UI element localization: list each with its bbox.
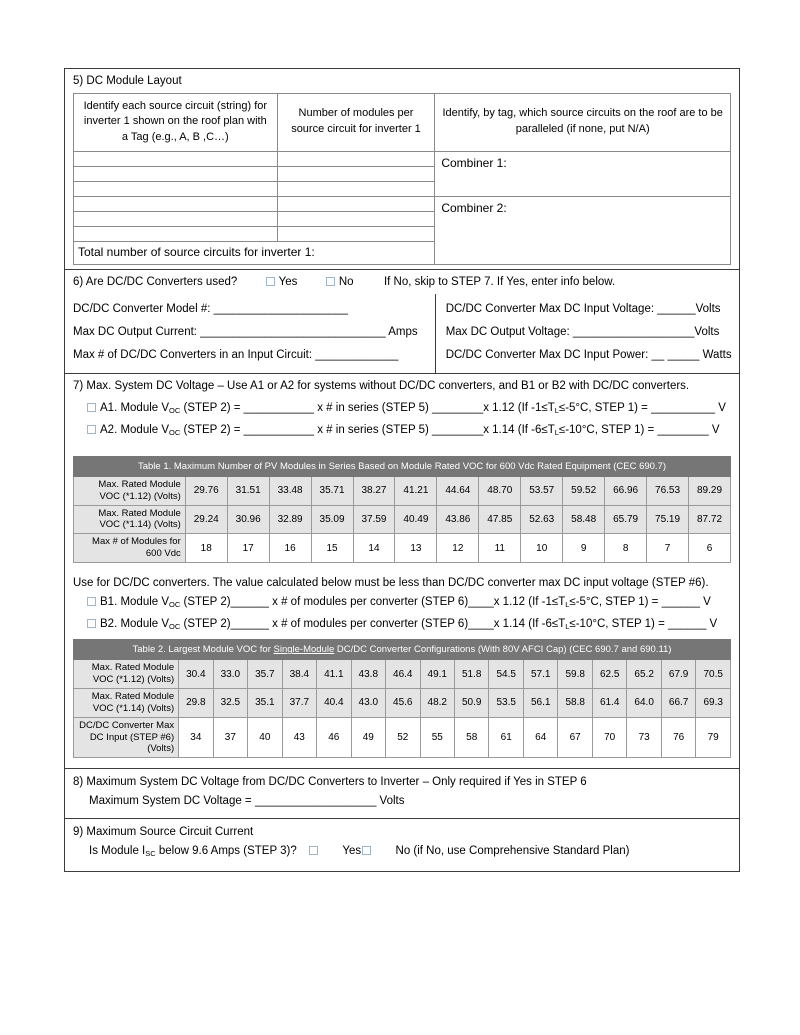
table-cell: 76.53 [647, 476, 689, 505]
total-source-circuits-label[interactable]: Total number of source circuits for inverter 1: [74, 242, 435, 265]
section-6-title: 6) Are DC/DC Converters used? [73, 275, 238, 288]
table-2-caption-underlined: Single-Module [273, 644, 335, 656]
table-cell: 29.24 [185, 505, 227, 534]
table-cell: 45.6 [386, 688, 420, 717]
table-cell: 59.52 [563, 476, 605, 505]
entry-cell-modules-4[interactable] [277, 197, 435, 212]
table-cell: 61.4 [592, 688, 626, 717]
table-cell: 40.4 [317, 688, 351, 717]
checkbox-dcdc-yes[interactable] [266, 277, 275, 286]
table-cell: 17 [227, 534, 269, 563]
table-cell: 70.5 [696, 660, 731, 689]
section-9-sub: SC [145, 848, 156, 858]
checkbox-option-b2[interactable] [87, 619, 96, 628]
section-5-title: 5) DC Module Layout [73, 75, 182, 87]
table-cell: 58.8 [558, 688, 592, 717]
table-cell: 56.1 [523, 688, 557, 717]
section-7-title-rest: – Use A1 or A2 for systems without DC/DC converters, and B1 or B2 with DC/DC converters. [214, 380, 690, 393]
table-header-row [74, 93, 731, 152]
entry-cell-tag-1[interactable] [74, 152, 278, 167]
table-1-row-voc112 [74, 476, 731, 505]
combiner-1-cell[interactable]: Combiner 1: [435, 152, 731, 197]
section-7-max-system-dc-voltage [65, 374, 739, 769]
table-row [74, 197, 731, 212]
section-8-title: 8) Maximum System DC Voltage from DC/DC Converters to Inverter – Only required if Yes in STEP 6 [73, 776, 587, 789]
table-cell: 6 [689, 534, 731, 563]
table-cell: 9 [563, 534, 605, 563]
section-9-question: below 9.6 Amps (STEP 3)? [155, 844, 297, 857]
table-1-row-label: Max. Rated Module VOC (*1.12) (Volts) [74, 476, 186, 505]
table-cell: 61 [489, 717, 523, 758]
table-2-row-label: Max. Rated Module VOC (*1.12) (Volts) [74, 660, 179, 689]
table-cell: 13 [395, 534, 437, 563]
entry-cell-tag-2[interactable] [74, 167, 278, 182]
option-b2-prefix: B2. Module V [100, 618, 170, 631]
table-cell: 53.57 [521, 476, 563, 505]
table-2-wrapper [65, 639, 739, 758]
checkbox-dcdc-no[interactable] [326, 277, 335, 286]
field-max-dc-output-current[interactable]: Max DC Output Current: _____________________________ Amps [73, 326, 418, 339]
entry-cell-modules-2[interactable] [277, 167, 435, 182]
table-2-row-voc112 [74, 660, 731, 689]
option-a2-prefix: A2. Module V [100, 424, 170, 437]
entry-cell-modules-3[interactable] [277, 182, 435, 197]
table-cell: 35.7 [248, 660, 282, 689]
table-cell: 35.09 [311, 505, 353, 534]
table-cell: 55 [420, 717, 454, 758]
table-cell: 30.96 [227, 505, 269, 534]
table-cell: 69.3 [696, 688, 731, 717]
option-a1-row [65, 397, 739, 419]
option-a2-sub: OC [169, 428, 181, 438]
table-cell: 44.64 [437, 476, 479, 505]
table-2-caption-row [74, 640, 731, 660]
table-cell: 66.7 [661, 688, 695, 717]
option-a1-sub: OC [169, 405, 181, 415]
table-cell: 33.0 [213, 660, 247, 689]
table-cell: 89.29 [689, 476, 731, 505]
table-cell: 59.8 [558, 660, 592, 689]
section-9-title: 9) Maximum Source Circuit Current [73, 826, 254, 839]
entry-cell-tag-4[interactable] [74, 197, 278, 212]
table-cell: 43.0 [351, 688, 385, 717]
table-cell: 73 [627, 717, 661, 758]
label-isc-yes: Yes [342, 844, 362, 857]
table-cell: 54.5 [489, 660, 523, 689]
field-max-dc-input-voltage[interactable]: DC/DC Converter Max DC Input Voltage: ______Volts [445, 303, 721, 316]
table-cell: 7 [647, 534, 689, 563]
table-cell: 87.72 [689, 505, 731, 534]
table-1-row-max-modules [74, 534, 731, 563]
table-cell: 46 [317, 717, 351, 758]
col-header-modules-per-circuit: Number of modules per source circuit for inverter 1 [277, 93, 435, 152]
table-1-max-modules-series [73, 456, 731, 563]
table-row [74, 152, 731, 167]
checkbox-isc-yes[interactable] [309, 846, 318, 855]
option-a1-tail[interactable]: ≤-5°C, STEP 1) = __________ V [558, 401, 726, 414]
checkbox-option-a2[interactable] [87, 425, 96, 434]
table-cell: 34 [179, 717, 213, 758]
section-5-dc-module-layout [65, 69, 739, 270]
form-document [64, 68, 740, 872]
table-cell: 37.59 [353, 505, 395, 534]
table-2-caption-a: Table 2. Largest Module VOC for [132, 644, 274, 656]
table-cell: 10 [521, 534, 563, 563]
table-cell: 15 [311, 534, 353, 563]
table-2-row-label: Max. Rated Module VOC (*1.14) (Volts) [74, 688, 179, 717]
table-cell: 14 [353, 534, 395, 563]
option-b1-sub2: L [565, 600, 570, 610]
table-1-caption: Table 1. Maximum Number of PV Modules in Series Based on Module Rated VOC for 600 Vdc Rated Equipment (CEC 690.7) [74, 456, 731, 476]
entry-cell-modules-5[interactable] [277, 212, 435, 227]
table-2-caption [74, 640, 731, 660]
table-cell: 53.5 [489, 688, 523, 717]
entry-cell-tag-6[interactable] [74, 227, 278, 242]
table-cell: 67.9 [661, 660, 695, 689]
label-isc-no: No (if No, use Comprehensive Standard Plan) [395, 844, 630, 857]
table-cell: 75.19 [647, 505, 689, 534]
entry-cell-tag-3[interactable] [74, 182, 278, 197]
section-9-prefix: Is Module I [89, 844, 146, 857]
table-cell: 65.2 [627, 660, 661, 689]
option-a2-sub2: L [554, 428, 559, 438]
table-cell: 62.5 [592, 660, 626, 689]
col-header-paralleled: Identify, by tag, which source circuits on the roof are to be paralleled (if none, put N/A) [435, 93, 731, 152]
table-1-wrapper [65, 456, 739, 563]
table-cell: 32.5 [213, 688, 247, 717]
section-9-question-row [65, 841, 739, 871]
table-cell: 51.8 [455, 660, 489, 689]
section-8-field[interactable]: Maximum System DC Voltage = ___________________ Volts [89, 794, 405, 807]
col-header-source-circuit: Identify each source circuit (string) for inverter 1 shown on the roof plan with a Tag (e.g., A, B ,C…) [74, 93, 278, 152]
table-2-row-voc114 [74, 688, 731, 717]
section-7-title-row [65, 374, 739, 397]
table-cell: 76 [661, 717, 695, 758]
table-2-caption-b: DC/DC Converter Configurations (With 80V AFCI Cap) (CEC 690.7 and 690.11) [334, 644, 672, 656]
table-2-row-label: DC/DC Converter Max DC Input (STEP #6) (Volts) [74, 717, 179, 758]
option-a2-row [65, 419, 739, 445]
section-9-max-source-circuit-current [65, 819, 739, 870]
option-b1-row [65, 592, 739, 614]
table-1-row-label: Max. Rated Module VOC (*1.14) (Volts) [74, 505, 186, 534]
table-cell: 41.1 [317, 660, 351, 689]
section-6-fields [65, 294, 739, 373]
table-cell: 40.49 [395, 505, 437, 534]
table-cell: 38.27 [353, 476, 395, 505]
field-max-num-converters[interactable]: Max # of DC/DC Converters in an Input Circuit: _____________ [73, 349, 399, 362]
table-cell: 49 [351, 717, 385, 758]
option-b1-prefix: B1. Module V [100, 596, 170, 609]
table-cell: 48.70 [479, 476, 521, 505]
option-b2-sub: OC [169, 622, 181, 632]
table-cell: 35.71 [311, 476, 353, 505]
table-1-caption-row [74, 456, 731, 476]
option-a1-mid[interactable]: (STEP 2) = ___________ x # in series (STEP 5) ________x 1.12 (If -1≤T [180, 401, 555, 414]
entry-cell-tag-5[interactable] [74, 212, 278, 227]
table-cell: 67 [558, 717, 592, 758]
field-converter-model[interactable]: DC/DC Converter Model #: _____________________ [73, 303, 348, 316]
table-cell: 43 [282, 717, 316, 758]
table-cell: 29.8 [179, 688, 213, 717]
table-1-row-voc114 [74, 505, 731, 534]
section-6-note: If No, skip to STEP 7. If Yes, enter info below. [383, 275, 616, 288]
section-6-dcdc-converters [65, 270, 739, 375]
table-cell: 58.48 [563, 505, 605, 534]
section-8-max-system-dc-voltage-converters [65, 769, 739, 819]
section-6-right-fields [436, 294, 740, 373]
dcdc-note: Use for DC/DC converters. The value calculated below must be less than DC/DC converter max DC input voltage (STEP #6). [73, 577, 709, 590]
option-a2-tail[interactable]: ≤-10°C, STEP 1) = ________ V [558, 424, 720, 437]
table-cell: 70 [592, 717, 626, 758]
option-b1-mid[interactable]: (STEP 2)______ x # of modules per converter (STEP 6)____x 1.12 (If -1≤T [180, 596, 566, 609]
entry-cell-modules-1[interactable] [277, 152, 435, 167]
module-layout-table [73, 93, 731, 265]
table-2-row-max-dc-input [74, 717, 731, 758]
table-cell: 41.21 [395, 476, 437, 505]
entry-cell-modules-6[interactable] [277, 227, 435, 242]
option-a1-sub2: L [554, 405, 559, 415]
table-cell: 40 [248, 717, 282, 758]
table-2-largest-module-voc [73, 639, 731, 758]
table-cell: 32.89 [269, 505, 311, 534]
table-cell: 64.0 [627, 688, 661, 717]
section-7-title: 7) Max. System DC Voltage [73, 380, 215, 393]
table-cell: 58 [455, 717, 489, 758]
table-cell: 16 [269, 534, 311, 563]
table-cell: 66.96 [605, 476, 647, 505]
table-cell: 46.4 [386, 660, 420, 689]
label-dcdc-no: No [338, 275, 354, 288]
table-cell: 18 [185, 534, 227, 563]
table-cell: 50.9 [455, 688, 489, 717]
option-b1-tail[interactable]: ≤-5°C, STEP 1) = ______ V [569, 596, 711, 609]
table-1-row-label: Max # of Modules for 600 Vdc [74, 534, 186, 563]
table-cell: 29.76 [185, 476, 227, 505]
table-cell: 11 [479, 534, 521, 563]
table-cell: 57.1 [523, 660, 557, 689]
combiner-2-cell[interactable]: Combiner 2: [435, 197, 731, 265]
table-cell: 31.51 [227, 476, 269, 505]
section-6-title-row [65, 270, 739, 295]
option-b2-mid[interactable]: (STEP 2)______ x # of modules per converter (STEP 6)____x 1.14 (If -6≤T [180, 618, 566, 631]
checkbox-option-b1[interactable] [87, 597, 96, 606]
option-a2-mid[interactable]: (STEP 2) = ___________ x # in series (STEP 5) ________x 1.14 (If -6≤T [180, 424, 555, 437]
checkbox-option-a1[interactable] [87, 403, 96, 412]
table-cell: 33.48 [269, 476, 311, 505]
table-cell: 43.86 [437, 505, 479, 534]
table-cell: 79 [696, 717, 731, 758]
field-max-dc-output-voltage[interactable]: Max DC Output Voltage: ___________________Volts [445, 326, 720, 339]
table-cell: 64 [523, 717, 557, 758]
option-a1-prefix: A1. Module V [100, 401, 170, 414]
table-cell: 30.4 [179, 660, 213, 689]
option-b2-tail[interactable]: ≤-10°C, STEP 1) = ______ V [569, 618, 718, 631]
table-cell: 37 [213, 717, 247, 758]
option-b2-sub2: L [565, 622, 570, 632]
table-cell: 52.63 [521, 505, 563, 534]
table-cell: 12 [437, 534, 479, 563]
table-cell: 49.1 [420, 660, 454, 689]
checkbox-isc-no[interactable] [362, 846, 371, 855]
table-cell: 48.2 [420, 688, 454, 717]
table-cell: 37.7 [282, 688, 316, 717]
section-6-left-fields [65, 294, 436, 373]
table-cell: 65.79 [605, 505, 647, 534]
table-cell: 8 [605, 534, 647, 563]
field-max-dc-input-power[interactable]: DC/DC Converter Max DC Input Power: __ _____ Watts [445, 349, 732, 362]
option-b2-row [65, 614, 739, 639]
table-cell: 35.1 [248, 688, 282, 717]
table-cell: 47.85 [479, 505, 521, 534]
table-cell: 52 [386, 717, 420, 758]
table-cell: 38.4 [282, 660, 316, 689]
label-dcdc-yes: Yes [278, 275, 298, 288]
table-cell: 43.8 [351, 660, 385, 689]
option-b1-sub: OC [169, 600, 181, 610]
